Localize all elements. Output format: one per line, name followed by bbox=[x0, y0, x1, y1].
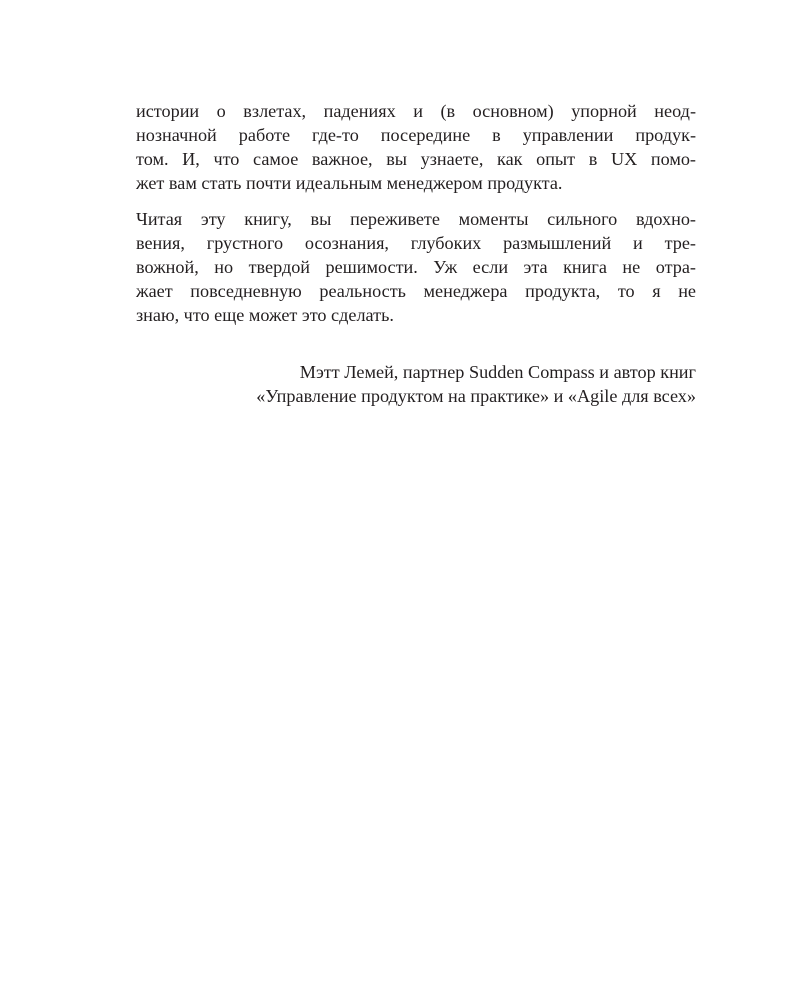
text-line: вожной, но твердой решимости. Уж если эта книга не отра- bbox=[136, 257, 696, 277]
text-line: вения, грустного осознания, глубоких размышлений и тре- bbox=[136, 233, 696, 253]
text-line: Читая эту книгу, вы переживете моменты сильного вдохно- bbox=[136, 209, 696, 229]
text-line: том. И, что самое важное, вы узнаете, как опыт в UX помо- bbox=[136, 149, 696, 169]
text-line: истории о взлетах, падениях и (в основном) упорной неод- bbox=[136, 101, 696, 121]
text-line: нозначной работе где-то посередине в управлении продук- bbox=[136, 125, 696, 145]
text-line: жет вам стать почти идеальным менеджером продукта. bbox=[136, 173, 563, 193]
attribution-line-1: Мэтт Лемей, партнер Sudden Compass и автор книг bbox=[299, 362, 696, 382]
text-line: знаю, что еще может это сделать. bbox=[136, 305, 394, 325]
paragraph-2 bbox=[136, 207, 696, 327]
attribution bbox=[136, 360, 696, 408]
attribution-line-2: «Управление продуктом на практике» и «Agile для всех» bbox=[256, 386, 696, 406]
paragraph-1 bbox=[136, 99, 696, 195]
text-line: жает повседневную реальность менеджера продукта, то я не bbox=[136, 281, 696, 301]
body-text bbox=[136, 99, 696, 339]
